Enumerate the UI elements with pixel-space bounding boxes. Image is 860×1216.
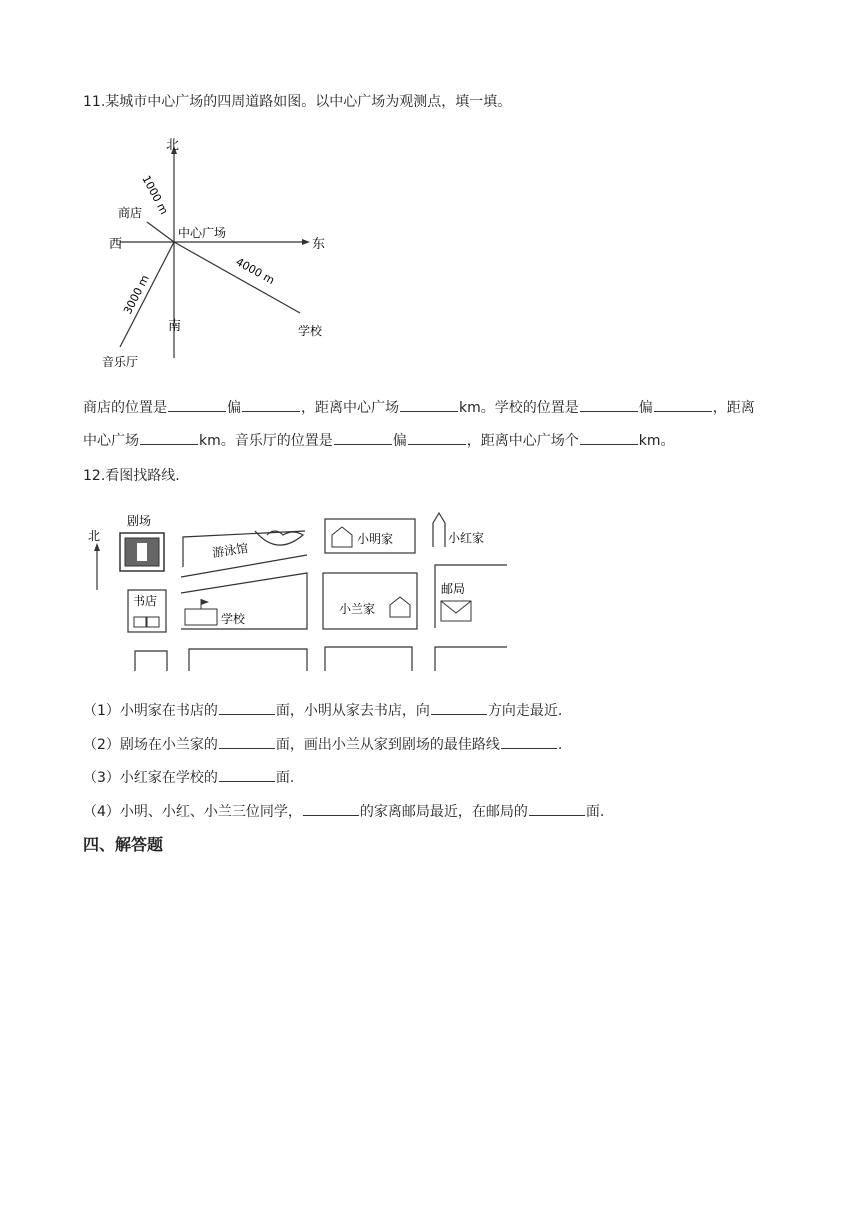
hall-road [120, 242, 174, 347]
sub1-text-b: 面，小明从家去书店，向 [275, 703, 430, 719]
bottom-block-2 [189, 649, 307, 671]
sub2-text-a: （2）剧场在小兰家的 [83, 737, 218, 753]
label-shop: 商店 [118, 206, 143, 220]
label-south: 南 [168, 319, 182, 334]
text-distance: ，距离 [712, 400, 755, 416]
label-east: 东 [312, 237, 326, 252]
answer-blank[interactable] [140, 432, 198, 445]
sub2-text-b: 面，画出小兰从家到剧场的最佳路线 [275, 737, 500, 753]
label-xiaolan: 小兰家 [339, 602, 376, 616]
label-west: 西 [109, 237, 123, 252]
bottom-block-4 [435, 647, 507, 671]
text-pian: 偏 [227, 400, 241, 416]
text-pian: 偏 [638, 400, 653, 416]
answer-blank[interactable] [580, 399, 638, 412]
text-school-position: km。学校的位置是 [459, 400, 579, 416]
label-north: 北 [166, 138, 180, 153]
question-12-sub-1 [83, 700, 562, 720]
sub2-text-c: . [557, 737, 563, 753]
text-center: 中心广场 [83, 433, 139, 449]
sub4-text-c: 面. [585, 804, 605, 820]
answer-blank[interactable] [431, 702, 487, 715]
compass-diagram [95, 130, 345, 375]
question-11-line-1 [83, 397, 755, 417]
text-distance: ，距离中心广场个 [466, 433, 579, 449]
label-bookstore: 书店 [133, 594, 158, 608]
label-post: 邮局 [441, 582, 466, 596]
answer-blank[interactable] [242, 399, 300, 412]
road-diagonal-1 [181, 555, 307, 577]
bottom-block-1 [135, 651, 167, 671]
xiaohong-house-icon [433, 513, 445, 547]
text-distance: ，距离中心广场 [301, 400, 399, 416]
route-map [85, 505, 515, 675]
shop-road [147, 222, 174, 242]
east-arrow [302, 239, 310, 245]
answer-blank[interactable] [219, 769, 275, 782]
label-xiaoming: 小明家 [357, 532, 394, 546]
label-shop-distance: 1000 m [139, 173, 171, 217]
answer-blank[interactable] [529, 803, 585, 816]
label-hall: 音乐厅 [102, 355, 139, 369]
section-heading: 四、解答题 [83, 835, 164, 854]
label-school-distance: 4000 m [233, 255, 277, 288]
sub1-text-a: （1）小明家在书店的 [83, 703, 218, 719]
question-12-sub-2 [83, 734, 562, 754]
xiaolan-block [323, 573, 417, 629]
sub1-text-c: 方向走最近. [487, 703, 563, 719]
text-hall-position: km。音乐厅的位置是 [199, 433, 333, 449]
question-12-sub-4 [83, 801, 604, 821]
answer-blank[interactable] [408, 432, 466, 445]
text-km: km。 [638, 433, 675, 449]
answer-blank[interactable] [303, 803, 359, 816]
sub4-text-b: 的家离邮局最近，在邮局的 [359, 804, 528, 820]
label-school: 学校 [298, 324, 323, 338]
label-school: 学校 [221, 612, 246, 626]
answer-blank[interactable] [168, 399, 226, 412]
answer-blank[interactable] [219, 702, 275, 715]
answer-blank[interactable] [219, 736, 275, 749]
label-pool: 游泳馆 [211, 541, 250, 560]
answer-blank[interactable] [501, 736, 557, 749]
theater-stage [137, 543, 147, 561]
question-12-prompt: 12.看图找路线. [83, 468, 180, 484]
north-arrow [94, 543, 100, 551]
school-icon [185, 609, 217, 625]
label-hall-distance: 3000 m [121, 272, 152, 317]
answer-blank[interactable] [400, 399, 458, 412]
label-center: 中心广场 [178, 226, 227, 240]
school-flag [201, 599, 209, 605]
label-xiaohong: 小红家 [448, 531, 485, 545]
sub3-text-b: 面. [275, 770, 295, 786]
sub3-text-a: （3）小红家在学校的 [83, 770, 218, 786]
school-road [174, 242, 300, 313]
question-11-prompt: 11.某城市中心广场的四周道路如图。以中心广场为观测点，填一填。 [83, 94, 512, 110]
question-12-sub-3 [83, 767, 294, 787]
answer-blank[interactable] [654, 399, 712, 412]
sub4-text-a: （4）小明、小红、小兰三位同学， [83, 804, 302, 820]
label-theater: 剧场 [127, 514, 152, 528]
text-shop-position: 商店的位置是 [83, 400, 167, 416]
answer-blank[interactable] [580, 432, 638, 445]
answer-blank[interactable] [334, 432, 392, 445]
question-11-line-2 [83, 430, 675, 450]
text-pian: 偏 [392, 433, 407, 449]
bottom-block-3 [325, 647, 412, 671]
label-north: 北 [88, 529, 101, 543]
